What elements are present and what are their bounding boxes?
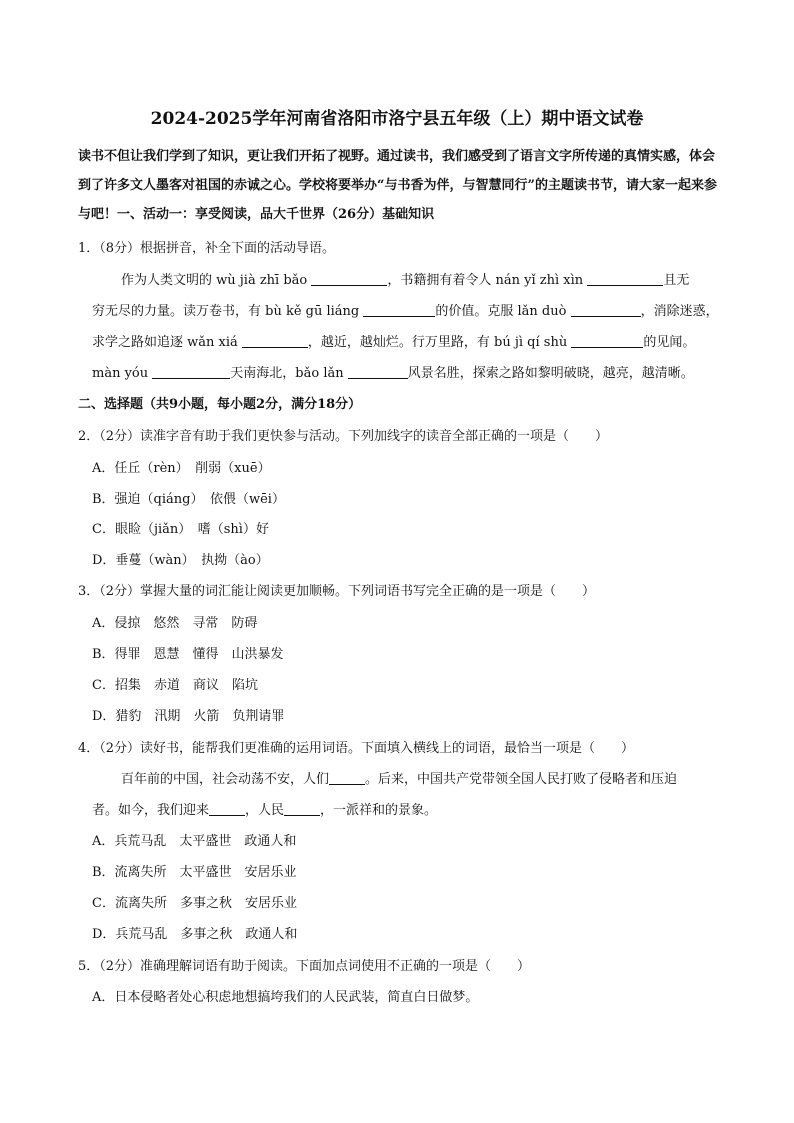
q1-line-2: [92, 300, 719, 319]
answer-blank[interactable]: [587, 272, 663, 286]
q1-text: 天南海北，bǎo lǎn: [230, 366, 344, 381]
q3-stem: 3．（2分）掌握大量的词汇能让阅读更加顺畅。下列词语书写完全正确的是一项是（ ）: [78, 584, 596, 599]
q4-text: ，一派祥和的景象。: [320, 803, 438, 818]
q1-line-1: [121, 269, 689, 288]
q4-option-b[interactable]: B．流离失所 太平盛世 安居乐业: [92, 865, 297, 880]
answer-blank[interactable]: [311, 272, 387, 286]
answer-blank[interactable]: [242, 334, 308, 348]
answer-blank[interactable]: [152, 365, 230, 379]
q3-option-b[interactable]: B．得罪 恩慧 懂得 山洪暴发: [92, 647, 284, 662]
intro-paragraph: 读书不但让我们学到了知识，更让我们开拓了视野。通过读书，我们感受到了语言文字所传递的真情实感，体会到了许多文人墨客对祖国的赤诚之心。学校将要举办“与书香为伴，与智慧同行”的主题读书节，请大家一起来参与吧！一、活动一：享受阅读，品大千世界（26分）基础知识: [78, 149, 717, 222]
q2-option-b[interactable]: B．强迫（qiáng） 依偎（wēi）: [92, 492, 285, 507]
q4-option-c[interactable]: C．流离失所 多事之秋 安居乐业: [92, 896, 297, 911]
answer-blank[interactable]: [363, 303, 435, 317]
q4-stem: 4．（2分）读好书，能帮我们更准确的运用词语。下面填入横线上的词语，最恰当一项是（ ）: [78, 741, 635, 756]
q2-option-c[interactable]: C．眼睑（jiǎn） 嗜（shì）好: [92, 522, 269, 537]
q1-text: 且无: [663, 273, 690, 288]
q2-option-d[interactable]: D．垂蔓（wàn） 执拗（ào）: [92, 553, 269, 568]
q4-option-d[interactable]: D．兵荒马乱 多事之秋 政通人和: [92, 927, 298, 942]
answer-blank[interactable]: [209, 802, 245, 816]
page-title: 2024-2025学年河南省洛阳市洛宁县五年级（上）期中语文试卷: [150, 109, 644, 129]
answer-blank[interactable]: [329, 771, 365, 785]
q4-text: ，人民: [245, 803, 285, 818]
q4-passage-line-2: [92, 799, 437, 818]
q4-text: 者。如今，我们迎来: [92, 803, 210, 818]
answer-blank[interactable]: [571, 334, 643, 348]
q4-text: 百年前的中国，社会动荡不安，人们: [121, 772, 330, 787]
q3-option-c[interactable]: C．招集 赤道 商议 陷坑: [92, 678, 258, 693]
q1-text: 作为人类文明的 wù jià zhī bǎo: [121, 273, 308, 288]
q4-passage-line-1: [121, 768, 677, 787]
q1-stem: 1．（8分）根据拼音，补全下面的活动导语。: [78, 241, 336, 256]
q4-text: 。后来，中国共产党带领全国人民打败了侵略者和压迫: [365, 772, 678, 787]
q1-text: 求学之路如追逐 wǎn xiá: [92, 335, 238, 350]
q1-text: màn yóu: [92, 366, 149, 381]
q5-stem: 5．（2分）准确理解词语有助于阅读。下面加点词使用不正确的一项是（ ）: [78, 959, 531, 974]
answer-blank[interactable]: [284, 802, 320, 816]
q1-text: ，消除迷惑，: [640, 304, 719, 319]
q4-option-a[interactable]: A．兵荒马乱 太平盛世 政通人和: [92, 834, 297, 849]
q1-text: 的见闻。: [643, 335, 696, 350]
q1-text: 穷无尽的力量。读万卷书，有 bù kě gū liáng: [92, 304, 360, 319]
q2-option-a[interactable]: A．任丘（rèn） 削弱（xuē）: [92, 461, 271, 476]
q1-text: 的价值。克服 lǎn duò: [435, 304, 567, 319]
q3-option-a[interactable]: A．侵掠 悠然 寻常 防碍: [92, 616, 258, 631]
answer-blank[interactable]: [348, 365, 408, 379]
q1-text: ，书籍拥有着令人 nán yǐ zhì xìn: [387, 273, 584, 288]
section-2-heading: 二、选择题（共9小题，每小题2分，满分18分）: [78, 397, 362, 412]
q5-option-a[interactable]: A．日本侵略者处心积虑地想搞垮我们的人民武装，简直白日做梦。: [92, 990, 479, 1005]
q1-text: ，越近，越灿烂。行万里路，有 bú jì qí shù: [307, 335, 568, 350]
answer-blank[interactable]: [571, 303, 641, 317]
q1-line-4: [92, 362, 694, 381]
q1-text: 风景名胜，探索之路如黎明破晓，越亮，越清晰。: [407, 366, 694, 381]
q1-line-3: [92, 331, 695, 350]
q3-option-d[interactable]: D．猎豹 汛期 火箭 负荆请罪: [92, 709, 285, 724]
q2-stem: 2．（2分）读准字音有助于我们更快参与活动。下列加线字的读音全部正确的一项是（ ）: [78, 429, 609, 444]
